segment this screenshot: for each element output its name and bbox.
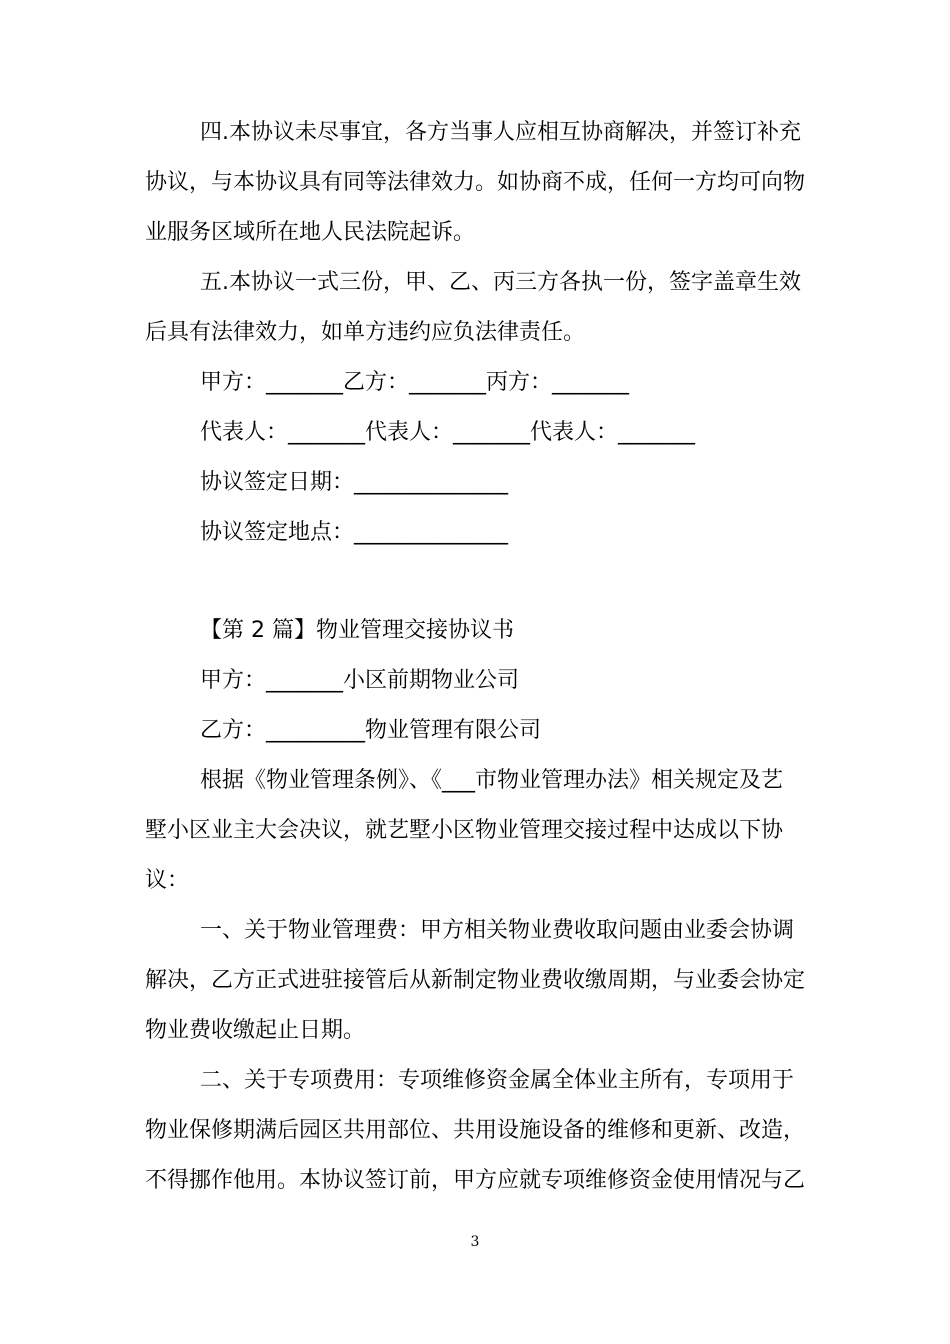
section-title: 【第 2 篇】物业管理交接协议书 [200,618,514,643]
clause-5-line-2: 后具有法律效力，如单方违约应负法律责任。 [145,320,586,345]
party-signature-line: 甲方：_______乙方：_______丙方：_______ [200,370,630,395]
page-number: 3 [470,1234,480,1250]
clause-5-line-1: 五.本协议一式三份，甲、乙、丙三方各执一份，签字盖章生效 [200,270,801,295]
agreement-place-line: 协议签定地点：______________ [200,520,509,545]
representative-signature-line: 代表人：_______代表人：_______代表人：_______ [200,420,696,445]
clause-4-line-2: 协议，与本协议具有同等法律效力。如协商不成，任何一方均可向物 [145,170,806,195]
clause-1-line-1: 一、关于物业管理费：甲方相关物业费收取问题由业委会协调 [200,918,795,943]
party-b-line: 乙方：_________物业管理有限公司 [200,718,542,743]
agreement-date-line: 协议签定日期：______________ [200,470,509,495]
preamble-line-1: 根据《物业管理条例》、《___市物业管理办法》相关规定及艺 [200,768,784,793]
preamble-line-3: 议： [145,868,190,893]
clause-1-line-2: 解决，乙方正式进驻接管后从新制定物业费收缴周期，与业委会协定 [145,968,806,993]
clause-4-line-3: 业服务区域所在地人民法院起诉。 [145,220,476,245]
clause-1-line-3: 物业费收缴起止日期。 [145,1018,366,1043]
party-a-line: 甲方：_______小区前期物业公司 [200,668,520,693]
clause-2-line-3: 不得挪作他用。本协议签订前，甲方应就专项维修资金使用情况与乙 [145,1168,806,1193]
preamble-line-2: 墅小区业主大会决议，就艺墅小区物业管理交接过程中达成以下协 [145,818,784,843]
clause-2-line-1: 二、关于专项费用：专项维修资金属全体业主所有，专项用于 [200,1068,795,1093]
clause-4-line-1: 四.本协议未尽事宜，各方当事人应相互协商解决，并签订补充 [200,120,801,145]
clause-2-line-2: 物业保修期满后园区共用部位、共用设施设备的维修和更新、改造， [145,1118,806,1143]
